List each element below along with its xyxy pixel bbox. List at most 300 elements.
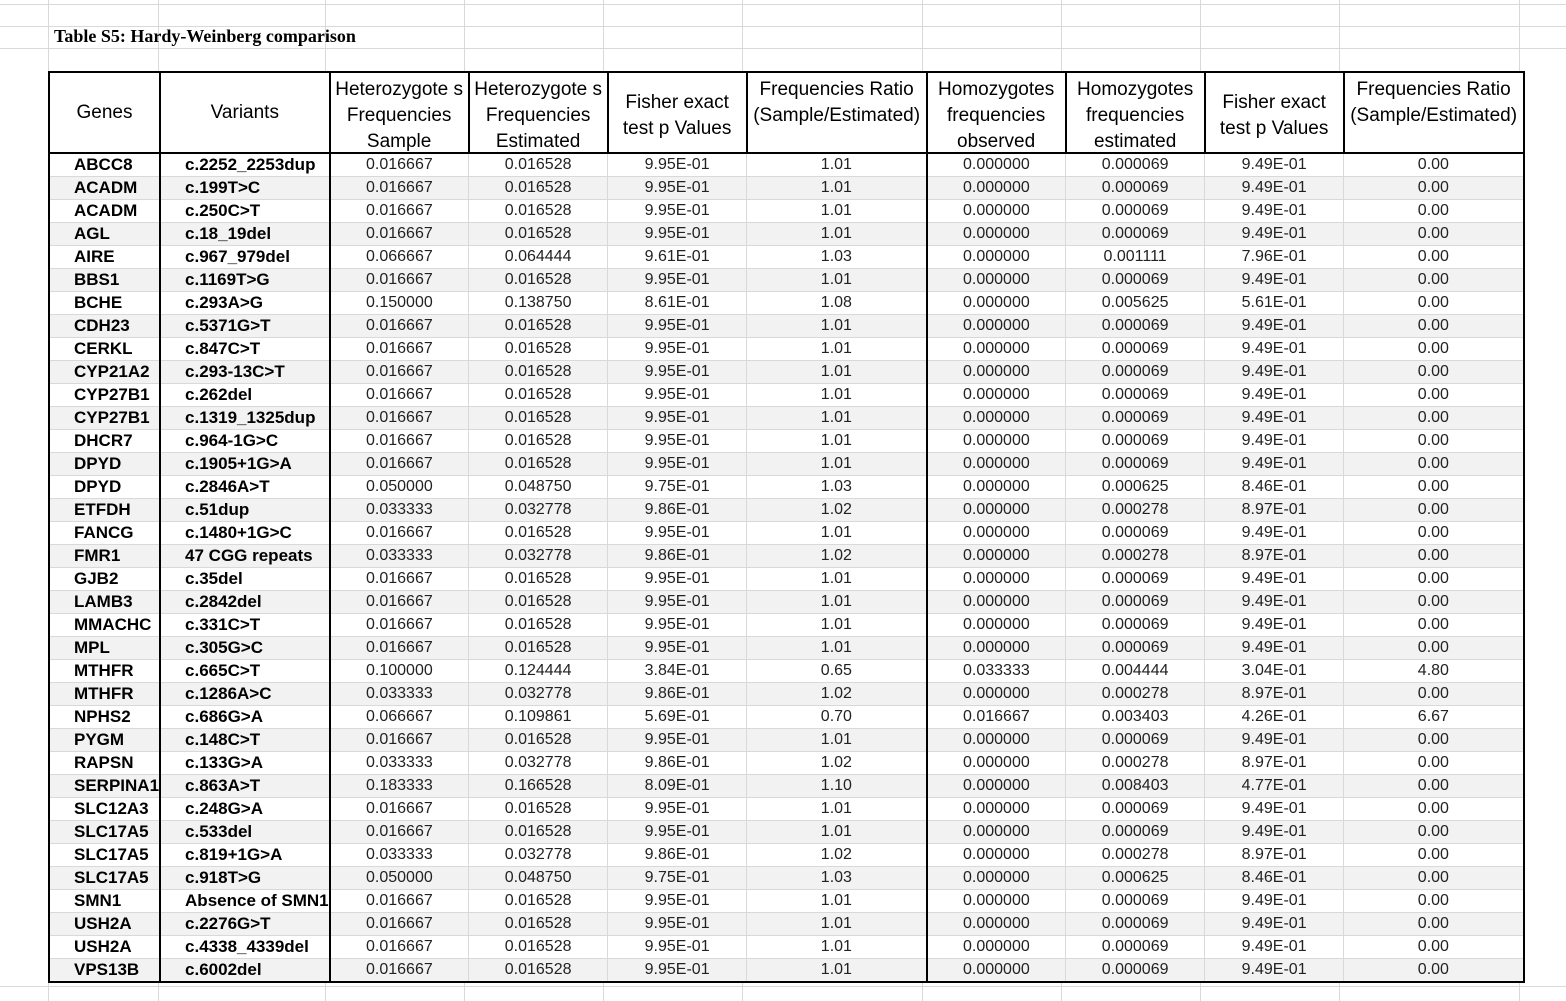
cell-variant[interactable]: c.305G>C xyxy=(160,637,330,660)
cell-hom-freq-estimated[interactable]: 0.000069 xyxy=(1066,798,1205,821)
cell-hom-fisher-p[interactable]: 9.49E-01 xyxy=(1205,821,1344,844)
cell-hom-freq-observed[interactable]: 0.000000 xyxy=(927,522,1066,545)
cell-het-freq-ratio[interactable]: 1.02 xyxy=(747,499,927,522)
cell-het-fisher-p[interactable]: 5.69E-01 xyxy=(608,706,747,729)
cell-hom-fisher-p[interactable]: 9.49E-01 xyxy=(1205,430,1344,453)
cell-het-fisher-p[interactable]: 9.95E-01 xyxy=(608,315,747,338)
cell-het-freq-estimated[interactable]: 0.016528 xyxy=(469,269,608,292)
cell-het-freq-estimated[interactable]: 0.166528 xyxy=(469,775,608,798)
cell-hom-freq-ratio[interactable]: 0.00 xyxy=(1344,798,1524,821)
cell-hom-freq-estimated[interactable]: 0.000278 xyxy=(1066,752,1205,775)
cell-het-freq-estimated[interactable]: 0.032778 xyxy=(469,752,608,775)
cell-het-freq-estimated[interactable]: 0.048750 xyxy=(469,867,608,890)
cell-het-freq-sample[interactable]: 0.033333 xyxy=(330,683,469,706)
cell-hom-freq-observed[interactable]: 0.000000 xyxy=(927,614,1066,637)
cell-hom-fisher-p[interactable]: 9.49E-01 xyxy=(1205,936,1344,959)
cell-hom-freq-ratio[interactable]: 0.00 xyxy=(1344,246,1524,269)
cell-gene[interactable]: DHCR7 xyxy=(49,430,160,453)
cell-het-freq-estimated[interactable]: 0.016528 xyxy=(469,637,608,660)
cell-variant[interactable]: c.2252_2253dup xyxy=(160,153,330,177)
cell-variant[interactable]: c.964-1G>C xyxy=(160,430,330,453)
cell-het-freq-sample[interactable]: 0.066667 xyxy=(330,246,469,269)
cell-hom-fisher-p[interactable]: 9.49E-01 xyxy=(1205,177,1344,200)
cell-hom-freq-estimated[interactable]: 0.000069 xyxy=(1066,315,1205,338)
cell-het-fisher-p[interactable]: 9.95E-01 xyxy=(608,407,747,430)
cell-hom-freq-observed[interactable]: 0.000000 xyxy=(927,913,1066,936)
cell-hom-freq-ratio[interactable]: 0.00 xyxy=(1344,522,1524,545)
cell-hom-freq-estimated[interactable]: 0.000069 xyxy=(1066,568,1205,591)
cell-het-freq-ratio[interactable]: 1.01 xyxy=(747,522,927,545)
cell-hom-freq-observed[interactable]: 0.000000 xyxy=(927,683,1066,706)
cell-het-freq-ratio[interactable]: 1.01 xyxy=(747,200,927,223)
cell-variant[interactable]: c.686G>A xyxy=(160,706,330,729)
cell-het-freq-estimated[interactable]: 0.016528 xyxy=(469,821,608,844)
cell-het-freq-estimated[interactable]: 0.016528 xyxy=(469,407,608,430)
cell-het-freq-sample[interactable]: 0.016667 xyxy=(330,568,469,591)
cell-variant[interactable]: c.331C>T xyxy=(160,614,330,637)
cell-het-freq-ratio[interactable]: 1.01 xyxy=(747,798,927,821)
cell-hom-freq-observed[interactable]: 0.000000 xyxy=(927,200,1066,223)
cell-het-freq-ratio[interactable]: 1.01 xyxy=(747,913,927,936)
cell-hom-freq-observed[interactable]: 0.000000 xyxy=(927,453,1066,476)
cell-het-freq-estimated[interactable]: 0.016528 xyxy=(469,959,608,983)
cell-hom-freq-ratio[interactable]: 0.00 xyxy=(1344,177,1524,200)
cell-gene[interactable]: DPYD xyxy=(49,453,160,476)
cell-variant[interactable]: c.5371G>T xyxy=(160,315,330,338)
cell-hom-freq-observed[interactable]: 0.000000 xyxy=(927,292,1066,315)
cell-het-fisher-p[interactable]: 9.75E-01 xyxy=(608,476,747,499)
cell-het-freq-sample[interactable]: 0.033333 xyxy=(330,752,469,775)
cell-het-freq-sample[interactable]: 0.033333 xyxy=(330,499,469,522)
cell-het-freq-ratio[interactable]: 1.02 xyxy=(747,844,927,867)
cell-hom-fisher-p[interactable]: 4.77E-01 xyxy=(1205,775,1344,798)
cell-het-freq-sample[interactable]: 0.016667 xyxy=(330,959,469,983)
cell-variant[interactable]: c.4338_4339del xyxy=(160,936,330,959)
cell-hom-freq-observed[interactable]: 0.000000 xyxy=(927,407,1066,430)
cell-het-freq-sample[interactable]: 0.016667 xyxy=(330,200,469,223)
cell-gene[interactable]: USH2A xyxy=(49,913,160,936)
cell-gene[interactable]: DPYD xyxy=(49,476,160,499)
cell-variant[interactable]: c.262del xyxy=(160,384,330,407)
cell-hom-fisher-p[interactable]: 8.97E-01 xyxy=(1205,752,1344,775)
cell-gene[interactable]: ETFDH xyxy=(49,499,160,522)
cell-hom-freq-observed[interactable]: 0.000000 xyxy=(927,499,1066,522)
cell-hom-fisher-p[interactable]: 9.49E-01 xyxy=(1205,591,1344,614)
header-het-freq-ratio[interactable]: Frequencies Ratio (Sample/Estimated) xyxy=(747,72,927,153)
cell-hom-freq-observed[interactable]: 0.000000 xyxy=(927,269,1066,292)
cell-hom-freq-estimated[interactable]: 0.000069 xyxy=(1066,614,1205,637)
cell-hom-freq-observed[interactable]: 0.000000 xyxy=(927,591,1066,614)
cell-het-freq-ratio[interactable]: 1.01 xyxy=(747,821,927,844)
cell-gene[interactable]: MTHFR xyxy=(49,660,160,683)
cell-hom-fisher-p[interactable]: 8.46E-01 xyxy=(1205,867,1344,890)
cell-het-freq-ratio[interactable]: 1.01 xyxy=(747,453,927,476)
cell-variant[interactable]: c.1480+1G>C xyxy=(160,522,330,545)
cell-hom-freq-ratio[interactable]: 4.80 xyxy=(1344,660,1524,683)
cell-hom-fisher-p[interactable]: 8.97E-01 xyxy=(1205,545,1344,568)
cell-het-fisher-p[interactable]: 9.95E-01 xyxy=(608,430,747,453)
cell-hom-fisher-p[interactable]: 9.49E-01 xyxy=(1205,913,1344,936)
cell-hom-freq-ratio[interactable]: 0.00 xyxy=(1344,269,1524,292)
cell-hom-freq-estimated[interactable]: 0.000625 xyxy=(1066,867,1205,890)
cell-het-fisher-p[interactable]: 9.86E-01 xyxy=(608,545,747,568)
cell-het-fisher-p[interactable]: 9.86E-01 xyxy=(608,844,747,867)
cell-het-freq-sample[interactable]: 0.016667 xyxy=(330,821,469,844)
cell-hom-fisher-p[interactable]: 9.49E-01 xyxy=(1205,959,1344,983)
cell-hom-freq-ratio[interactable]: 0.00 xyxy=(1344,223,1524,246)
cell-hom-freq-ratio[interactable]: 0.00 xyxy=(1344,430,1524,453)
cell-hom-fisher-p[interactable]: 9.49E-01 xyxy=(1205,637,1344,660)
cell-het-freq-sample[interactable]: 0.016667 xyxy=(330,890,469,913)
cell-hom-freq-estimated[interactable]: 0.000069 xyxy=(1066,729,1205,752)
cell-het-freq-sample[interactable]: 0.016667 xyxy=(330,729,469,752)
cell-het-freq-ratio[interactable]: 1.01 xyxy=(747,269,927,292)
cell-gene[interactable]: CDH23 xyxy=(49,315,160,338)
cell-hom-freq-observed[interactable]: 0.000000 xyxy=(927,338,1066,361)
cell-het-fisher-p[interactable]: 9.75E-01 xyxy=(608,867,747,890)
cell-het-fisher-p[interactable]: 9.95E-01 xyxy=(608,453,747,476)
cell-hom-freq-estimated[interactable]: 0.000069 xyxy=(1066,890,1205,913)
cell-het-freq-sample[interactable]: 0.016667 xyxy=(330,384,469,407)
cell-het-freq-estimated[interactable]: 0.016528 xyxy=(469,430,608,453)
cell-hom-freq-ratio[interactable]: 0.00 xyxy=(1344,292,1524,315)
cell-hom-freq-ratio[interactable]: 0.00 xyxy=(1344,936,1524,959)
cell-het-freq-ratio[interactable]: 1.01 xyxy=(747,384,927,407)
cell-variant[interactable]: c.1286A>C xyxy=(160,683,330,706)
header-het-freq-estimated[interactable]: Heterozygote s Frequencies Estimated xyxy=(469,72,608,153)
cell-hom-freq-ratio[interactable]: 0.00 xyxy=(1344,568,1524,591)
cell-hom-freq-estimated[interactable]: 0.000278 xyxy=(1066,683,1205,706)
cell-het-freq-ratio[interactable]: 1.03 xyxy=(747,476,927,499)
cell-hom-fisher-p[interactable]: 9.49E-01 xyxy=(1205,153,1344,177)
cell-hom-freq-ratio[interactable]: 0.00 xyxy=(1344,384,1524,407)
cell-variant[interactable]: c.51dup xyxy=(160,499,330,522)
cell-variant[interactable]: c.293A>G xyxy=(160,292,330,315)
cell-het-freq-ratio[interactable]: 1.01 xyxy=(747,568,927,591)
cell-gene[interactable]: VPS13B xyxy=(49,959,160,983)
cell-variant[interactable]: c.1905+1G>A xyxy=(160,453,330,476)
cell-het-freq-estimated[interactable]: 0.032778 xyxy=(469,844,608,867)
cell-hom-freq-estimated[interactable]: 0.000069 xyxy=(1066,522,1205,545)
cell-hom-freq-ratio[interactable]: 0.00 xyxy=(1344,476,1524,499)
cell-het-freq-estimated[interactable]: 0.016528 xyxy=(469,798,608,821)
cell-gene[interactable]: ACADM xyxy=(49,200,160,223)
cell-het-fisher-p[interactable]: 3.84E-01 xyxy=(608,660,747,683)
cell-het-freq-estimated[interactable]: 0.109861 xyxy=(469,706,608,729)
cell-het-freq-estimated[interactable]: 0.016528 xyxy=(469,361,608,384)
cell-het-freq-estimated[interactable]: 0.016528 xyxy=(469,890,608,913)
cell-hom-fisher-p[interactable]: 8.46E-01 xyxy=(1205,476,1344,499)
cell-gene[interactable]: LAMB3 xyxy=(49,591,160,614)
cell-het-freq-ratio[interactable]: 1.01 xyxy=(747,614,927,637)
cell-hom-freq-estimated[interactable]: 0.000069 xyxy=(1066,338,1205,361)
cell-het-freq-sample[interactable]: 0.016667 xyxy=(330,591,469,614)
cell-hom-freq-ratio[interactable]: 0.00 xyxy=(1344,361,1524,384)
cell-het-freq-ratio[interactable]: 1.08 xyxy=(747,292,927,315)
cell-hom-freq-observed[interactable]: 0.000000 xyxy=(927,384,1066,407)
cell-hom-freq-observed[interactable]: 0.000000 xyxy=(927,775,1066,798)
cell-het-fisher-p[interactable]: 9.95E-01 xyxy=(608,591,747,614)
cell-hom-fisher-p[interactable]: 9.49E-01 xyxy=(1205,361,1344,384)
cell-hom-freq-observed[interactable]: 0.000000 xyxy=(927,959,1066,983)
cell-hom-freq-ratio[interactable]: 0.00 xyxy=(1344,338,1524,361)
cell-hom-fisher-p[interactable]: 9.49E-01 xyxy=(1205,315,1344,338)
cell-variant[interactable]: c.819+1G>A xyxy=(160,844,330,867)
cell-hom-freq-estimated[interactable]: 0.000069 xyxy=(1066,637,1205,660)
cell-hom-fisher-p[interactable]: 9.49E-01 xyxy=(1205,890,1344,913)
cell-het-freq-ratio[interactable]: 1.02 xyxy=(747,545,927,568)
cell-het-freq-sample[interactable]: 0.066667 xyxy=(330,706,469,729)
cell-het-freq-estimated[interactable]: 0.016528 xyxy=(469,936,608,959)
cell-het-freq-sample[interactable]: 0.033333 xyxy=(330,844,469,867)
cell-het-freq-sample[interactable]: 0.183333 xyxy=(330,775,469,798)
cell-gene[interactable]: AGL xyxy=(49,223,160,246)
cell-het-freq-ratio[interactable]: 0.65 xyxy=(747,660,927,683)
cell-het-freq-estimated[interactable]: 0.016528 xyxy=(469,338,608,361)
cell-hom-freq-observed[interactable]: 0.000000 xyxy=(927,246,1066,269)
cell-het-freq-ratio[interactable]: 1.01 xyxy=(747,315,927,338)
cell-het-fisher-p[interactable]: 9.95E-01 xyxy=(608,568,747,591)
cell-het-freq-estimated[interactable]: 0.048750 xyxy=(469,476,608,499)
cell-het-fisher-p[interactable]: 9.95E-01 xyxy=(608,522,747,545)
cell-het-freq-ratio[interactable]: 1.01 xyxy=(747,153,927,177)
cell-het-freq-sample[interactable]: 0.016667 xyxy=(330,637,469,660)
cell-hom-fisher-p[interactable]: 9.49E-01 xyxy=(1205,614,1344,637)
cell-gene[interactable]: CYP27B1 xyxy=(49,407,160,430)
cell-het-freq-ratio[interactable]: 1.01 xyxy=(747,223,927,246)
cell-variant[interactable]: c.248G>A xyxy=(160,798,330,821)
cell-hom-freq-ratio[interactable]: 0.00 xyxy=(1344,683,1524,706)
cell-hom-freq-observed[interactable]: 0.000000 xyxy=(927,821,1066,844)
cell-gene[interactable]: SLC17A5 xyxy=(49,867,160,890)
cell-gene[interactable]: SLC12A3 xyxy=(49,798,160,821)
cell-hom-freq-estimated[interactable]: 0.003403 xyxy=(1066,706,1205,729)
cell-het-freq-ratio[interactable]: 1.01 xyxy=(747,361,927,384)
cell-het-freq-ratio[interactable]: 1.01 xyxy=(747,936,927,959)
cell-het-fisher-p[interactable]: 9.86E-01 xyxy=(608,499,747,522)
cell-gene[interactable]: SERPINA1 xyxy=(49,775,160,798)
cell-het-freq-sample[interactable]: 0.016667 xyxy=(330,269,469,292)
cell-hom-freq-ratio[interactable]: 0.00 xyxy=(1344,775,1524,798)
cell-het-freq-sample[interactable]: 0.016667 xyxy=(330,453,469,476)
cell-variant[interactable]: c.293-13C>T xyxy=(160,361,330,384)
cell-het-freq-ratio[interactable]: 1.01 xyxy=(747,338,927,361)
cell-variant[interactable]: c.199T>C xyxy=(160,177,330,200)
cell-gene[interactable]: FANCG xyxy=(49,522,160,545)
cell-hom-fisher-p[interactable]: 9.49E-01 xyxy=(1205,522,1344,545)
cell-hom-freq-ratio[interactable]: 0.00 xyxy=(1344,453,1524,476)
cell-hom-freq-observed[interactable]: 0.000000 xyxy=(927,361,1066,384)
cell-het-freq-estimated[interactable]: 0.016528 xyxy=(469,200,608,223)
cell-variant[interactable]: 47 CGG repeats xyxy=(160,545,330,568)
cell-hom-fisher-p[interactable]: 5.61E-01 xyxy=(1205,292,1344,315)
cell-hom-fisher-p[interactable]: 9.49E-01 xyxy=(1205,384,1344,407)
cell-het-freq-sample[interactable]: 0.016667 xyxy=(330,798,469,821)
cell-hom-fisher-p[interactable]: 9.49E-01 xyxy=(1205,453,1344,476)
cell-het-freq-ratio[interactable]: 1.01 xyxy=(747,407,927,430)
cell-het-fisher-p[interactable]: 9.95E-01 xyxy=(608,361,747,384)
cell-hom-freq-ratio[interactable]: 0.00 xyxy=(1344,890,1524,913)
cell-hom-freq-estimated[interactable]: 0.000069 xyxy=(1066,453,1205,476)
cell-het-freq-estimated[interactable]: 0.016528 xyxy=(469,522,608,545)
cell-het-freq-sample[interactable]: 0.050000 xyxy=(330,867,469,890)
cell-hom-freq-estimated[interactable]: 0.000069 xyxy=(1066,361,1205,384)
cell-gene[interactable]: RAPSN xyxy=(49,752,160,775)
cell-het-freq-sample[interactable]: 0.033333 xyxy=(330,545,469,568)
cell-hom-freq-observed[interactable]: 0.000000 xyxy=(927,752,1066,775)
cell-variant[interactable]: c.148C>T xyxy=(160,729,330,752)
cell-het-freq-estimated[interactable]: 0.032778 xyxy=(469,545,608,568)
cell-het-fisher-p[interactable]: 9.95E-01 xyxy=(608,913,747,936)
cell-gene[interactable]: BCHE xyxy=(49,292,160,315)
cell-het-fisher-p[interactable]: 9.95E-01 xyxy=(608,223,747,246)
cell-het-freq-estimated[interactable]: 0.032778 xyxy=(469,683,608,706)
cell-gene[interactable]: FMR1 xyxy=(49,545,160,568)
cell-variant[interactable]: c.1169T>G xyxy=(160,269,330,292)
cell-gene[interactable]: AIRE xyxy=(49,246,160,269)
cell-het-fisher-p[interactable]: 9.95E-01 xyxy=(608,269,747,292)
cell-gene[interactable]: MPL xyxy=(49,637,160,660)
cell-hom-freq-ratio[interactable]: 0.00 xyxy=(1344,614,1524,637)
cell-het-fisher-p[interactable]: 9.86E-01 xyxy=(608,752,747,775)
cell-gene[interactable]: PYGM xyxy=(49,729,160,752)
cell-het-freq-sample[interactable]: 0.150000 xyxy=(330,292,469,315)
cell-hom-freq-ratio[interactable]: 0.00 xyxy=(1344,844,1524,867)
cell-het-freq-sample[interactable]: 0.016667 xyxy=(330,936,469,959)
cell-het-fisher-p[interactable]: 9.95E-01 xyxy=(608,729,747,752)
cell-het-freq-estimated[interactable]: 0.016528 xyxy=(469,591,608,614)
cell-variant[interactable]: c.18_19del xyxy=(160,223,330,246)
cell-het-freq-ratio[interactable]: 0.70 xyxy=(747,706,927,729)
cell-het-freq-sample[interactable]: 0.016667 xyxy=(330,913,469,936)
cell-het-freq-estimated[interactable]: 0.016528 xyxy=(469,568,608,591)
cell-het-fisher-p[interactable]: 9.95E-01 xyxy=(608,153,747,177)
cell-hom-fisher-p[interactable]: 8.97E-01 xyxy=(1205,683,1344,706)
cell-het-fisher-p[interactable]: 9.95E-01 xyxy=(608,338,747,361)
cell-hom-freq-estimated[interactable]: 0.000069 xyxy=(1066,153,1205,177)
cell-hom-freq-estimated[interactable]: 0.000069 xyxy=(1066,223,1205,246)
cell-hom-freq-estimated[interactable]: 0.000069 xyxy=(1066,821,1205,844)
cell-hom-freq-ratio[interactable]: 0.00 xyxy=(1344,729,1524,752)
cell-hom-freq-estimated[interactable]: 0.000069 xyxy=(1066,430,1205,453)
cell-hom-freq-ratio[interactable]: 0.00 xyxy=(1344,407,1524,430)
cell-hom-freq-observed[interactable]: 0.000000 xyxy=(927,223,1066,246)
cell-het-freq-sample[interactable]: 0.100000 xyxy=(330,660,469,683)
cell-hom-fisher-p[interactable]: 9.49E-01 xyxy=(1205,200,1344,223)
cell-hom-fisher-p[interactable]: 9.49E-01 xyxy=(1205,407,1344,430)
cell-gene[interactable]: MTHFR xyxy=(49,683,160,706)
cell-hom-freq-estimated[interactable]: 0.000069 xyxy=(1066,269,1205,292)
cell-het-freq-ratio[interactable]: 1.01 xyxy=(747,890,927,913)
cell-hom-fisher-p[interactable]: 7.96E-01 xyxy=(1205,246,1344,269)
cell-het-freq-estimated[interactable]: 0.016528 xyxy=(469,177,608,200)
cell-gene[interactable]: SLC17A5 xyxy=(49,844,160,867)
cell-variant[interactable]: c.6002del xyxy=(160,959,330,983)
cell-variant[interactable]: c.133G>A xyxy=(160,752,330,775)
cell-het-freq-estimated[interactable]: 0.016528 xyxy=(469,913,608,936)
cell-het-freq-sample[interactable]: 0.050000 xyxy=(330,476,469,499)
cell-het-freq-estimated[interactable]: 0.138750 xyxy=(469,292,608,315)
cell-hom-freq-observed[interactable]: 0.000000 xyxy=(927,476,1066,499)
cell-gene[interactable]: CYP21A2 xyxy=(49,361,160,384)
cell-variant[interactable]: c.918T>G xyxy=(160,867,330,890)
cell-hom-freq-estimated[interactable]: 0.000278 xyxy=(1066,545,1205,568)
cell-hom-freq-ratio[interactable]: 0.00 xyxy=(1344,959,1524,983)
cell-hom-freq-observed[interactable]: 0.000000 xyxy=(927,729,1066,752)
cell-het-fisher-p[interactable]: 9.95E-01 xyxy=(608,890,747,913)
cell-het-fisher-p[interactable]: 9.95E-01 xyxy=(608,959,747,983)
cell-hom-freq-observed[interactable]: 0.000000 xyxy=(927,798,1066,821)
cell-hom-freq-ratio[interactable]: 0.00 xyxy=(1344,200,1524,223)
cell-het-freq-estimated[interactable]: 0.016528 xyxy=(469,729,608,752)
cell-hom-fisher-p[interactable]: 9.49E-01 xyxy=(1205,338,1344,361)
cell-hom-freq-ratio[interactable]: 0.00 xyxy=(1344,153,1524,177)
cell-het-freq-ratio[interactable]: 1.01 xyxy=(747,177,927,200)
cell-hom-freq-observed[interactable]: 0.000000 xyxy=(927,890,1066,913)
cell-gene[interactable]: USH2A xyxy=(49,936,160,959)
cell-het-freq-sample[interactable]: 0.016667 xyxy=(330,361,469,384)
cell-hom-freq-observed[interactable]: 0.000000 xyxy=(927,315,1066,338)
cell-het-freq-sample[interactable]: 0.016667 xyxy=(330,522,469,545)
cell-het-freq-sample[interactable]: 0.016667 xyxy=(330,223,469,246)
cell-hom-fisher-p[interactable]: 3.04E-01 xyxy=(1205,660,1344,683)
cell-het-freq-ratio[interactable]: 1.03 xyxy=(747,867,927,890)
cell-het-fisher-p[interactable]: 8.09E-01 xyxy=(608,775,747,798)
cell-hom-fisher-p[interactable]: 8.97E-01 xyxy=(1205,844,1344,867)
header-het-fisher-p[interactable]: Fisher exact test p Values xyxy=(608,72,747,153)
cell-hom-freq-estimated[interactable]: 0.000069 xyxy=(1066,591,1205,614)
header-genes[interactable]: Genes xyxy=(49,72,160,153)
cell-het-freq-estimated[interactable]: 0.016528 xyxy=(469,384,608,407)
cell-hom-freq-estimated[interactable]: 0.004444 xyxy=(1066,660,1205,683)
cell-hom-freq-observed[interactable]: 0.016667 xyxy=(927,706,1066,729)
cell-het-freq-estimated[interactable]: 0.016528 xyxy=(469,614,608,637)
cell-het-fisher-p[interactable]: 9.95E-01 xyxy=(608,798,747,821)
cell-het-freq-sample[interactable]: 0.016667 xyxy=(330,153,469,177)
cell-hom-freq-estimated[interactable]: 0.000069 xyxy=(1066,407,1205,430)
cell-hom-freq-ratio[interactable]: 0.00 xyxy=(1344,545,1524,568)
cell-gene[interactable]: BBS1 xyxy=(49,269,160,292)
cell-hom-freq-observed[interactable]: 0.033333 xyxy=(927,660,1066,683)
cell-hom-freq-ratio[interactable]: 0.00 xyxy=(1344,821,1524,844)
cell-hom-fisher-p[interactable]: 4.26E-01 xyxy=(1205,706,1344,729)
cell-het-freq-ratio[interactable]: 1.01 xyxy=(747,959,927,983)
cell-het-freq-sample[interactable]: 0.016667 xyxy=(330,177,469,200)
cell-het-freq-ratio[interactable]: 1.01 xyxy=(747,729,927,752)
cell-variant[interactable]: c.665C>T xyxy=(160,660,330,683)
cell-hom-freq-estimated[interactable]: 0.000069 xyxy=(1066,177,1205,200)
cell-het-freq-ratio[interactable]: 1.02 xyxy=(747,683,927,706)
cell-hom-fisher-p[interactable]: 9.49E-01 xyxy=(1205,223,1344,246)
cell-het-fisher-p[interactable]: 9.95E-01 xyxy=(608,821,747,844)
cell-hom-freq-observed[interactable]: 0.000000 xyxy=(927,637,1066,660)
cell-hom-freq-estimated[interactable]: 0.000625 xyxy=(1066,476,1205,499)
cell-hom-fisher-p[interactable]: 9.49E-01 xyxy=(1205,269,1344,292)
cell-het-fisher-p[interactable]: 9.95E-01 xyxy=(608,200,747,223)
cell-gene[interactable]: NPHS2 xyxy=(49,706,160,729)
cell-het-freq-ratio[interactable]: 1.01 xyxy=(747,430,927,453)
cell-hom-freq-observed[interactable]: 0.000000 xyxy=(927,867,1066,890)
cell-het-freq-estimated[interactable]: 0.016528 xyxy=(469,223,608,246)
cell-gene[interactable]: CYP27B1 xyxy=(49,384,160,407)
cell-het-fisher-p[interactable]: 9.61E-01 xyxy=(608,246,747,269)
cell-gene[interactable]: ACADM xyxy=(49,177,160,200)
cell-variant[interactable]: c.2842del xyxy=(160,591,330,614)
cell-hom-freq-estimated[interactable]: 0.001111 xyxy=(1066,246,1205,269)
cell-hom-freq-ratio[interactable]: 6.67 xyxy=(1344,706,1524,729)
cell-hom-freq-ratio[interactable]: 0.00 xyxy=(1344,913,1524,936)
cell-variant[interactable]: c.967_979del xyxy=(160,246,330,269)
